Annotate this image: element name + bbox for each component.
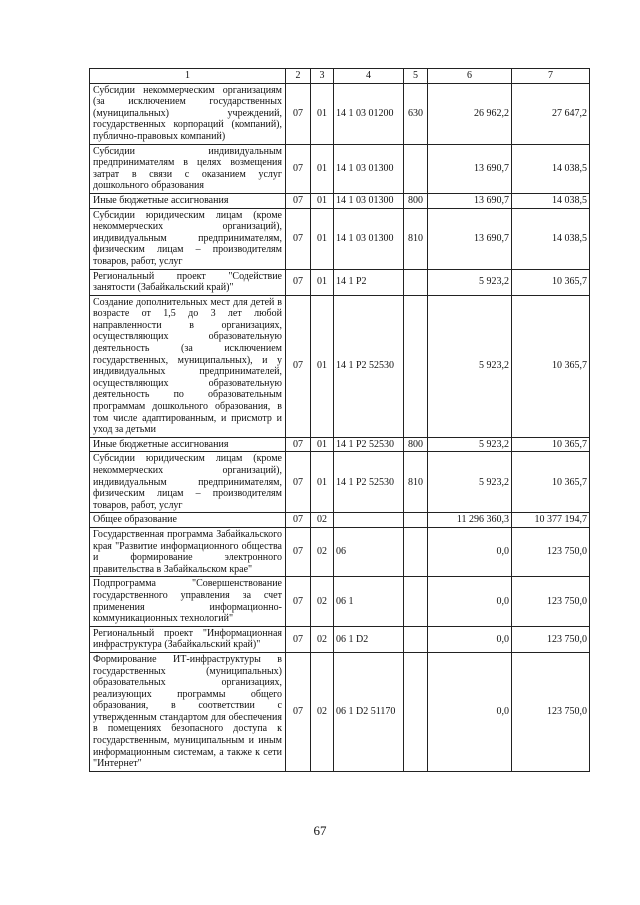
- cell-expense-type: 800: [404, 193, 428, 208]
- cell-amount-year-2: 10 365,7: [512, 452, 590, 513]
- table-row: [90, 193, 590, 208]
- cell-target-article: 14 1 03 01200: [334, 83, 404, 144]
- cell-expense-type: 810: [404, 208, 428, 269]
- cell-subsection: 02: [311, 626, 334, 652]
- cell-expense-type: [404, 626, 428, 652]
- header-col-6: 6: [428, 69, 512, 84]
- cell-amount-year-2: 10 377 194,7: [512, 513, 590, 528]
- cell-subsection: 01: [311, 208, 334, 269]
- cell-target-article: 06 1: [334, 577, 404, 626]
- table-header-row: [90, 69, 590, 84]
- table-row: [90, 208, 590, 269]
- cell-subsection: 02: [311, 577, 334, 626]
- cell-expense-type: [404, 295, 428, 437]
- header-col-4: 4: [334, 69, 404, 84]
- cell-section: 07: [286, 83, 311, 144]
- table-row: [90, 577, 590, 626]
- cell-target-article: 06: [334, 527, 404, 576]
- cell-amount-year-1: 5 923,2: [428, 437, 512, 452]
- cell-section: 07: [286, 626, 311, 652]
- cell-subsection: 01: [311, 83, 334, 144]
- header-col-5: 5: [404, 69, 428, 84]
- cell-name: Иные бюджетные ассигнования: [90, 193, 286, 208]
- table-row: [90, 527, 590, 576]
- cell-amount-year-1: 0,0: [428, 577, 512, 626]
- cell-expense-type: 630: [404, 83, 428, 144]
- cell-amount-year-1: 0,0: [428, 527, 512, 576]
- cell-subsection: 02: [311, 513, 334, 528]
- cell-target-article: 14 1 03 01300: [334, 208, 404, 269]
- cell-name: Субсидии индивидуальным предпринимателям в целях возмещения затрат в связи с оказанием услуг дошкольного образования: [90, 144, 286, 193]
- cell-amount-year-1: 0,0: [428, 652, 512, 771]
- cell-amount-year-2: 27 647,2: [512, 83, 590, 144]
- header-col-1: 1: [90, 69, 286, 84]
- cell-expense-type: 810: [404, 452, 428, 513]
- cell-amount-year-1: 13 690,7: [428, 208, 512, 269]
- cell-expense-type: [404, 577, 428, 626]
- cell-amount-year-2: 14 038,5: [512, 144, 590, 193]
- cell-amount-year-2: 123 750,0: [512, 527, 590, 576]
- cell-section: 07: [286, 208, 311, 269]
- table-row: [90, 295, 590, 437]
- cell-section: 07: [286, 652, 311, 771]
- cell-section: 07: [286, 144, 311, 193]
- cell-amount-year-2: 10 365,7: [512, 437, 590, 452]
- cell-expense-type: [404, 652, 428, 771]
- cell-amount-year-1: 13 690,7: [428, 193, 512, 208]
- cell-name: Региональный проект "Содействие занятости (Забайкальский край)": [90, 269, 286, 295]
- cell-target-article: 14 1 03 01300: [334, 144, 404, 193]
- header-col-2: 2: [286, 69, 311, 84]
- cell-target-article: 06 1 D2 51170: [334, 652, 404, 771]
- cell-section: 07: [286, 513, 311, 528]
- cell-amount-year-2: 123 750,0: [512, 577, 590, 626]
- table-row: [90, 437, 590, 452]
- cell-section: 07: [286, 437, 311, 452]
- cell-name: Подпрограмма "Совершенствование государственного управления за счет применения информационно-коммуникационных технологий": [90, 577, 286, 626]
- cell-amount-year-1: 13 690,7: [428, 144, 512, 193]
- cell-amount-year-1: 0,0: [428, 626, 512, 652]
- header-col-3: 3: [311, 69, 334, 84]
- cell-target-article: 06 1 D2: [334, 626, 404, 652]
- cell-section: 07: [286, 577, 311, 626]
- cell-amount-year-1: 5 923,2: [428, 452, 512, 513]
- cell-amount-year-2: 14 038,5: [512, 193, 590, 208]
- cell-subsection: 01: [311, 144, 334, 193]
- cell-expense-type: [404, 144, 428, 193]
- cell-amount-year-2: 123 750,0: [512, 626, 590, 652]
- cell-target-article: 14 1 P2 52530: [334, 437, 404, 452]
- cell-target-article: 14 1 P2 52530: [334, 452, 404, 513]
- cell-target-article: 14 1 P2 52530: [334, 295, 404, 437]
- cell-amount-year-1: 26 962,2: [428, 83, 512, 144]
- cell-amount-year-2: 14 038,5: [512, 208, 590, 269]
- cell-expense-type: 800: [404, 437, 428, 452]
- cell-expense-type: [404, 513, 428, 528]
- cell-expense-type: [404, 269, 428, 295]
- page-number: 67: [313, 823, 327, 838]
- table-row: [90, 83, 590, 144]
- table-row: [90, 652, 590, 771]
- cell-expense-type: [404, 527, 428, 576]
- cell-target-article: [334, 513, 404, 528]
- cell-section: 07: [286, 295, 311, 437]
- cell-name: Субсидии юридическим лицам (кроме некоммерческих организаций), индивидуальным предпринимателям, физическим лицам – производителям товаров, работ, услуг: [90, 452, 286, 513]
- table-row: [90, 144, 590, 193]
- cell-subsection: 01: [311, 437, 334, 452]
- header-col-7: 7: [512, 69, 590, 84]
- cell-subsection: 01: [311, 295, 334, 437]
- cell-amount-year-1: 5 923,2: [428, 295, 512, 437]
- cell-name: Иные бюджетные ассигнования: [90, 437, 286, 452]
- table-row: [90, 513, 590, 528]
- cell-amount-year-2: 10 365,7: [512, 269, 590, 295]
- cell-name: Создание дополнительных мест для детей в возрасте от 1,5 до 3 лет любой направленности в организациях, осуществляющих образовательную деятельность (за исключением государственных, муниципальных), и у индивидуальных предпринимателей, осуществляющих образовательную деятельность по образовательным программам дошкольного образования, в том числе адаптированным, и присмотр и уход за детьми: [90, 295, 286, 437]
- table-row: [90, 452, 590, 513]
- cell-subsection: 01: [311, 269, 334, 295]
- cell-subsection: 01: [311, 452, 334, 513]
- cell-subsection: 02: [311, 527, 334, 576]
- cell-amount-year-1: 5 923,2: [428, 269, 512, 295]
- table-row: [90, 269, 590, 295]
- cell-section: 07: [286, 193, 311, 208]
- cell-name: Региональный проект "Информационная инфраструктура (Забайкальский край)": [90, 626, 286, 652]
- budget-table: [89, 68, 590, 772]
- cell-amount-year-2: 123 750,0: [512, 652, 590, 771]
- table-row: [90, 626, 590, 652]
- cell-name: Субсидии некоммерческим организациям (за исключением государственных (муниципальных) учреждений, государственных корпораций (компаний), публично-правовых компаний): [90, 83, 286, 144]
- cell-section: 07: [286, 452, 311, 513]
- cell-name: Формирование ИТ-инфраструктуры в государственных (муниципальных) образовательных организациях, реализующих программы общего образования, в соответствии с утвержденным стандартом для обеспечения в помещениях безопасного доступа к государственным, муниципальным и иным информационным системам, а также к сети "Интернет": [90, 652, 286, 771]
- cell-name: Общее образование: [90, 513, 286, 528]
- cell-target-article: 14 1 03 01300: [334, 193, 404, 208]
- cell-target-article: 14 1 P2: [334, 269, 404, 295]
- cell-section: 07: [286, 269, 311, 295]
- cell-name: Субсидии юридическим лицам (кроме некоммерческих организаций), индивидуальным предпринимателям, физическим лицам – производителям товаров, работ, услуг: [90, 208, 286, 269]
- cell-amount-year-1: 11 296 360,3: [428, 513, 512, 528]
- cell-section: 07: [286, 527, 311, 576]
- cell-name: Государственная программа Забайкальского края "Развитие информационного общества и формирование электронного правительства в Забайкальском крае": [90, 527, 286, 576]
- cell-amount-year-2: 10 365,7: [512, 295, 590, 437]
- cell-subsection: 02: [311, 652, 334, 771]
- cell-subsection: 01: [311, 193, 334, 208]
